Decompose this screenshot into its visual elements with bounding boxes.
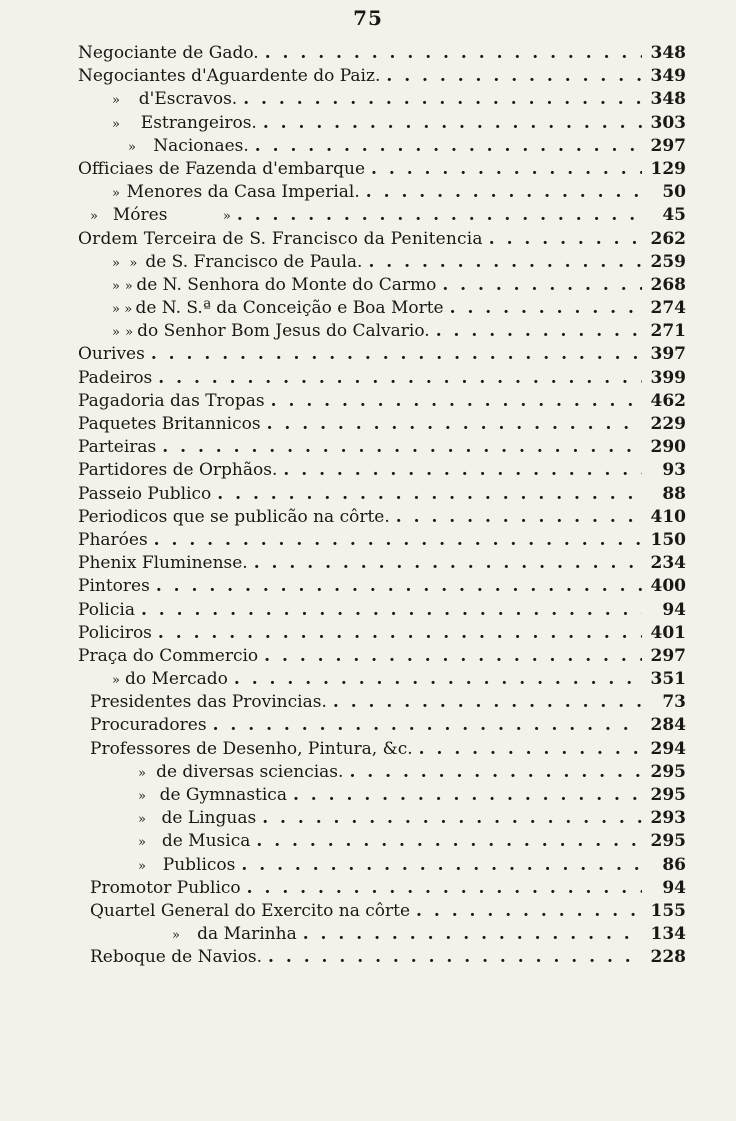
- entry-page: 268: [650, 274, 686, 295]
- entry-page: 401: [650, 622, 686, 643]
- entry-page: 228: [650, 947, 686, 968]
- entry-label: Parteiras: [78, 437, 157, 458]
- entry-page: 349: [650, 66, 686, 87]
- index-entry: [78, 228, 686, 251]
- index-list: [78, 42, 686, 970]
- ditto-mark: »: [138, 812, 146, 828]
- entry-page: 262: [650, 228, 686, 249]
- dot-leader: [268, 946, 642, 969]
- ditto-mark: »: [112, 186, 120, 202]
- entry-page: 351: [650, 669, 686, 690]
- entry-page: 290: [650, 437, 686, 458]
- index-entry: [78, 112, 686, 135]
- entry-label: Negociantes d'Aguardente do Paiz.: [78, 66, 381, 87]
- dot-leader: [243, 88, 642, 111]
- index-entry: [78, 691, 686, 714]
- entry-label: Ordem Terceira de S. Francisco da Penitencia: [78, 228, 483, 249]
- index-entry: [78, 923, 686, 946]
- dot-leader: [333, 691, 642, 714]
- entry-label: Procuradores: [90, 715, 207, 736]
- entry-label: Partidores de Orphãos.: [78, 460, 278, 481]
- dot-leader: [255, 135, 642, 158]
- entry-label: Policia: [78, 599, 135, 620]
- entry-page: 294: [650, 738, 686, 759]
- entry-label: Publicos: [162, 854, 236, 875]
- ditto-mark: »: [129, 255, 138, 271]
- entry-label: Officiaes de Fazenda d'embarque: [78, 158, 366, 179]
- entry-label: Passeio Publico: [78, 483, 212, 504]
- dot-leader: [293, 784, 642, 807]
- index-entry: [78, 367, 686, 390]
- dot-leader: [213, 714, 642, 737]
- entry-label: Pagadoria das Tropas: [78, 390, 265, 411]
- entry-label: Estrangeiros.: [140, 112, 257, 133]
- ditto-mark: »: [112, 302, 120, 318]
- index-entry: [78, 297, 686, 320]
- index-entry: [78, 529, 686, 552]
- index-entry: [78, 158, 686, 181]
- dot-leader: [366, 181, 642, 204]
- index-entry: [78, 575, 686, 598]
- entry-page: 150: [650, 529, 686, 550]
- entry-page: 303: [650, 112, 686, 133]
- index-entry: [78, 483, 686, 506]
- entry-page: 50: [662, 182, 686, 203]
- dot-leader: [156, 575, 642, 598]
- ditto-mark: »: [222, 209, 231, 225]
- ditto-mark: »: [128, 139, 136, 155]
- entry-page: 348: [650, 43, 686, 63]
- ditto-mark: »: [172, 928, 180, 944]
- ditto-mark: »: [112, 278, 120, 294]
- entry-label: Ourives: [78, 344, 145, 365]
- index-entry: [78, 761, 686, 784]
- entry-label: Phenix Fluminense.: [78, 553, 248, 574]
- entry-page: 348: [650, 89, 686, 110]
- dot-leader: [371, 158, 642, 181]
- entry-page: 134: [650, 924, 686, 945]
- entry-label: de S. Francisco de Paula.: [145, 251, 363, 272]
- index-entry: [78, 251, 686, 274]
- index-entry: [78, 552, 686, 575]
- dot-leader: [368, 251, 642, 274]
- ditto-mark: »: [112, 93, 120, 109]
- dot-leader: [303, 923, 642, 946]
- index-entry: [78, 436, 686, 459]
- dot-leader: [489, 228, 642, 251]
- index-entry: [78, 459, 686, 482]
- entry-page: 45: [662, 205, 686, 226]
- entry-page: 155: [650, 900, 686, 921]
- entry-label: Reboque de Navios.: [90, 947, 263, 968]
- index-entry: [78, 622, 686, 645]
- entry-page: 410: [650, 506, 686, 527]
- entry-label: d'Escravos.: [138, 89, 238, 110]
- entry-page: 293: [650, 808, 686, 829]
- entry-label: Presidentes das Provincias.: [90, 692, 327, 713]
- entry-page: 397: [650, 344, 686, 365]
- entry-page: 234: [650, 553, 686, 574]
- dot-leader: [283, 459, 642, 482]
- entry-label: Pintores: [78, 576, 150, 597]
- index-entry: [78, 714, 686, 737]
- index-entry: [78, 343, 686, 366]
- entry-page: 295: [650, 761, 686, 782]
- dot-leader: [386, 65, 642, 88]
- entry-label: Promotor Publico: [90, 877, 241, 898]
- dot-leader: [267, 413, 642, 436]
- entry-label: Menores da Casa Imperial.: [126, 182, 360, 203]
- dot-leader: [349, 761, 642, 784]
- entry-label: de Linguas: [161, 808, 257, 829]
- dot-leader: [234, 668, 642, 691]
- entry-label: Negociante de Gado.: [78, 43, 259, 63]
- entry-page: 284: [650, 715, 686, 736]
- index-entry: [78, 42, 686, 65]
- index-entry: [78, 946, 686, 969]
- entry-page: 94: [662, 877, 686, 898]
- entry-page: 462: [650, 390, 686, 411]
- entry-page: 129: [650, 158, 686, 179]
- entry-label: Professores de Desenho, Pintura, &c.: [90, 738, 413, 759]
- index-entry: [78, 204, 686, 227]
- entry-page: 399: [650, 367, 686, 388]
- index-entry: [78, 65, 686, 88]
- entry-label: Paquetes Britannicos: [78, 414, 261, 434]
- index-entry: [78, 784, 686, 807]
- page-number: 75: [353, 6, 383, 30]
- entry-page: 400: [650, 576, 686, 597]
- ditto-mark: »: [124, 302, 133, 318]
- dot-leader: [237, 204, 642, 227]
- dot-leader: [396, 506, 642, 529]
- entry-label: Nacionaes.: [153, 135, 249, 156]
- dot-leader: [241, 854, 642, 877]
- index-entry: [78, 274, 686, 297]
- index-entry: [78, 181, 686, 204]
- index-entry: [78, 390, 686, 413]
- entry-label: de Gymnastica: [159, 785, 287, 805]
- index-entry: [78, 900, 686, 923]
- ditto-mark: »: [112, 325, 120, 341]
- index-entry: [78, 854, 686, 877]
- entry-label: Quartel General do Exercito na côrte: [90, 900, 411, 921]
- entry-page: 93: [662, 460, 686, 481]
- index-entry: [78, 645, 686, 668]
- entry-page: 271: [650, 321, 686, 342]
- ditto-mark: »: [112, 116, 120, 132]
- index-entry: [78, 738, 686, 761]
- ditto-mark: »: [138, 835, 146, 851]
- entry-page: 94: [662, 599, 686, 620]
- dot-leader: [162, 436, 642, 459]
- index-entry: [78, 807, 686, 830]
- entry-label: Móres: [112, 205, 168, 226]
- index-entry: [78, 320, 686, 343]
- entry-label: Praça do Commercio: [78, 645, 259, 666]
- dot-leader: [265, 42, 642, 65]
- index-entry: [78, 668, 686, 691]
- index-entry: [78, 877, 686, 900]
- dot-leader: [450, 297, 642, 320]
- entry-page: 297: [650, 645, 686, 666]
- entry-label: Policiros: [78, 622, 152, 643]
- dot-leader: [264, 645, 642, 668]
- entry-page: 88: [662, 483, 686, 504]
- ditto-mark: »: [125, 325, 134, 341]
- entry-label: Pharóes: [78, 529, 148, 550]
- ditto-mark: »: [112, 673, 120, 689]
- dot-leader: [256, 830, 642, 853]
- entry-page: 295: [650, 831, 686, 852]
- dot-leader: [419, 738, 642, 761]
- entry-page: 73: [662, 692, 686, 713]
- entry-page: 259: [650, 251, 686, 272]
- dot-leader: [141, 599, 642, 622]
- ditto-mark: »: [90, 209, 98, 225]
- dot-leader: [151, 343, 642, 366]
- dot-leader: [217, 483, 642, 506]
- index-entry: [78, 88, 686, 111]
- entry-page: 229: [650, 414, 686, 434]
- entry-label: de Musica: [161, 831, 251, 852]
- dot-leader: [263, 112, 642, 135]
- ditto-mark: »: [112, 255, 120, 271]
- entry-label: de N. S.ª da Conceição e Boa Morte: [135, 298, 444, 319]
- entry-page: 86: [662, 854, 686, 875]
- entry-label: de diversas sciencias.: [156, 761, 344, 782]
- entry-page: 297: [650, 135, 686, 156]
- ditto-mark: »: [124, 278, 133, 294]
- dot-leader: [158, 622, 642, 645]
- dot-leader: [158, 367, 642, 390]
- entry-page: 295: [650, 785, 686, 805]
- entry-page: 274: [650, 298, 686, 319]
- dot-leader: [247, 877, 642, 900]
- entry-label: do Senhor Bom Jesus do Calvario.: [137, 321, 430, 342]
- ditto-mark: »: [138, 858, 146, 874]
- entry-label: do Mercado: [124, 669, 228, 690]
- ditto-mark: »: [138, 789, 146, 804]
- index-entry: [78, 413, 686, 436]
- index-entry: [78, 135, 686, 158]
- entry-label: Periodicos que se publicão na côrte.: [78, 506, 390, 527]
- index-entry: [78, 830, 686, 853]
- dot-leader: [154, 529, 642, 552]
- ditto-mark: »: [138, 765, 146, 781]
- entry-label: de N. Senhora do Monte do Carmo: [136, 274, 437, 295]
- dot-leader: [416, 900, 642, 923]
- entry-label: Padeiros: [78, 367, 153, 388]
- index-entry: [78, 599, 686, 622]
- dot-leader: [262, 807, 642, 830]
- dot-leader: [436, 320, 642, 343]
- dot-leader: [271, 390, 642, 413]
- dot-leader: [442, 274, 642, 297]
- entry-label: da Marinha: [197, 924, 297, 945]
- index-entry: [78, 506, 686, 529]
- dot-leader: [254, 552, 642, 575]
